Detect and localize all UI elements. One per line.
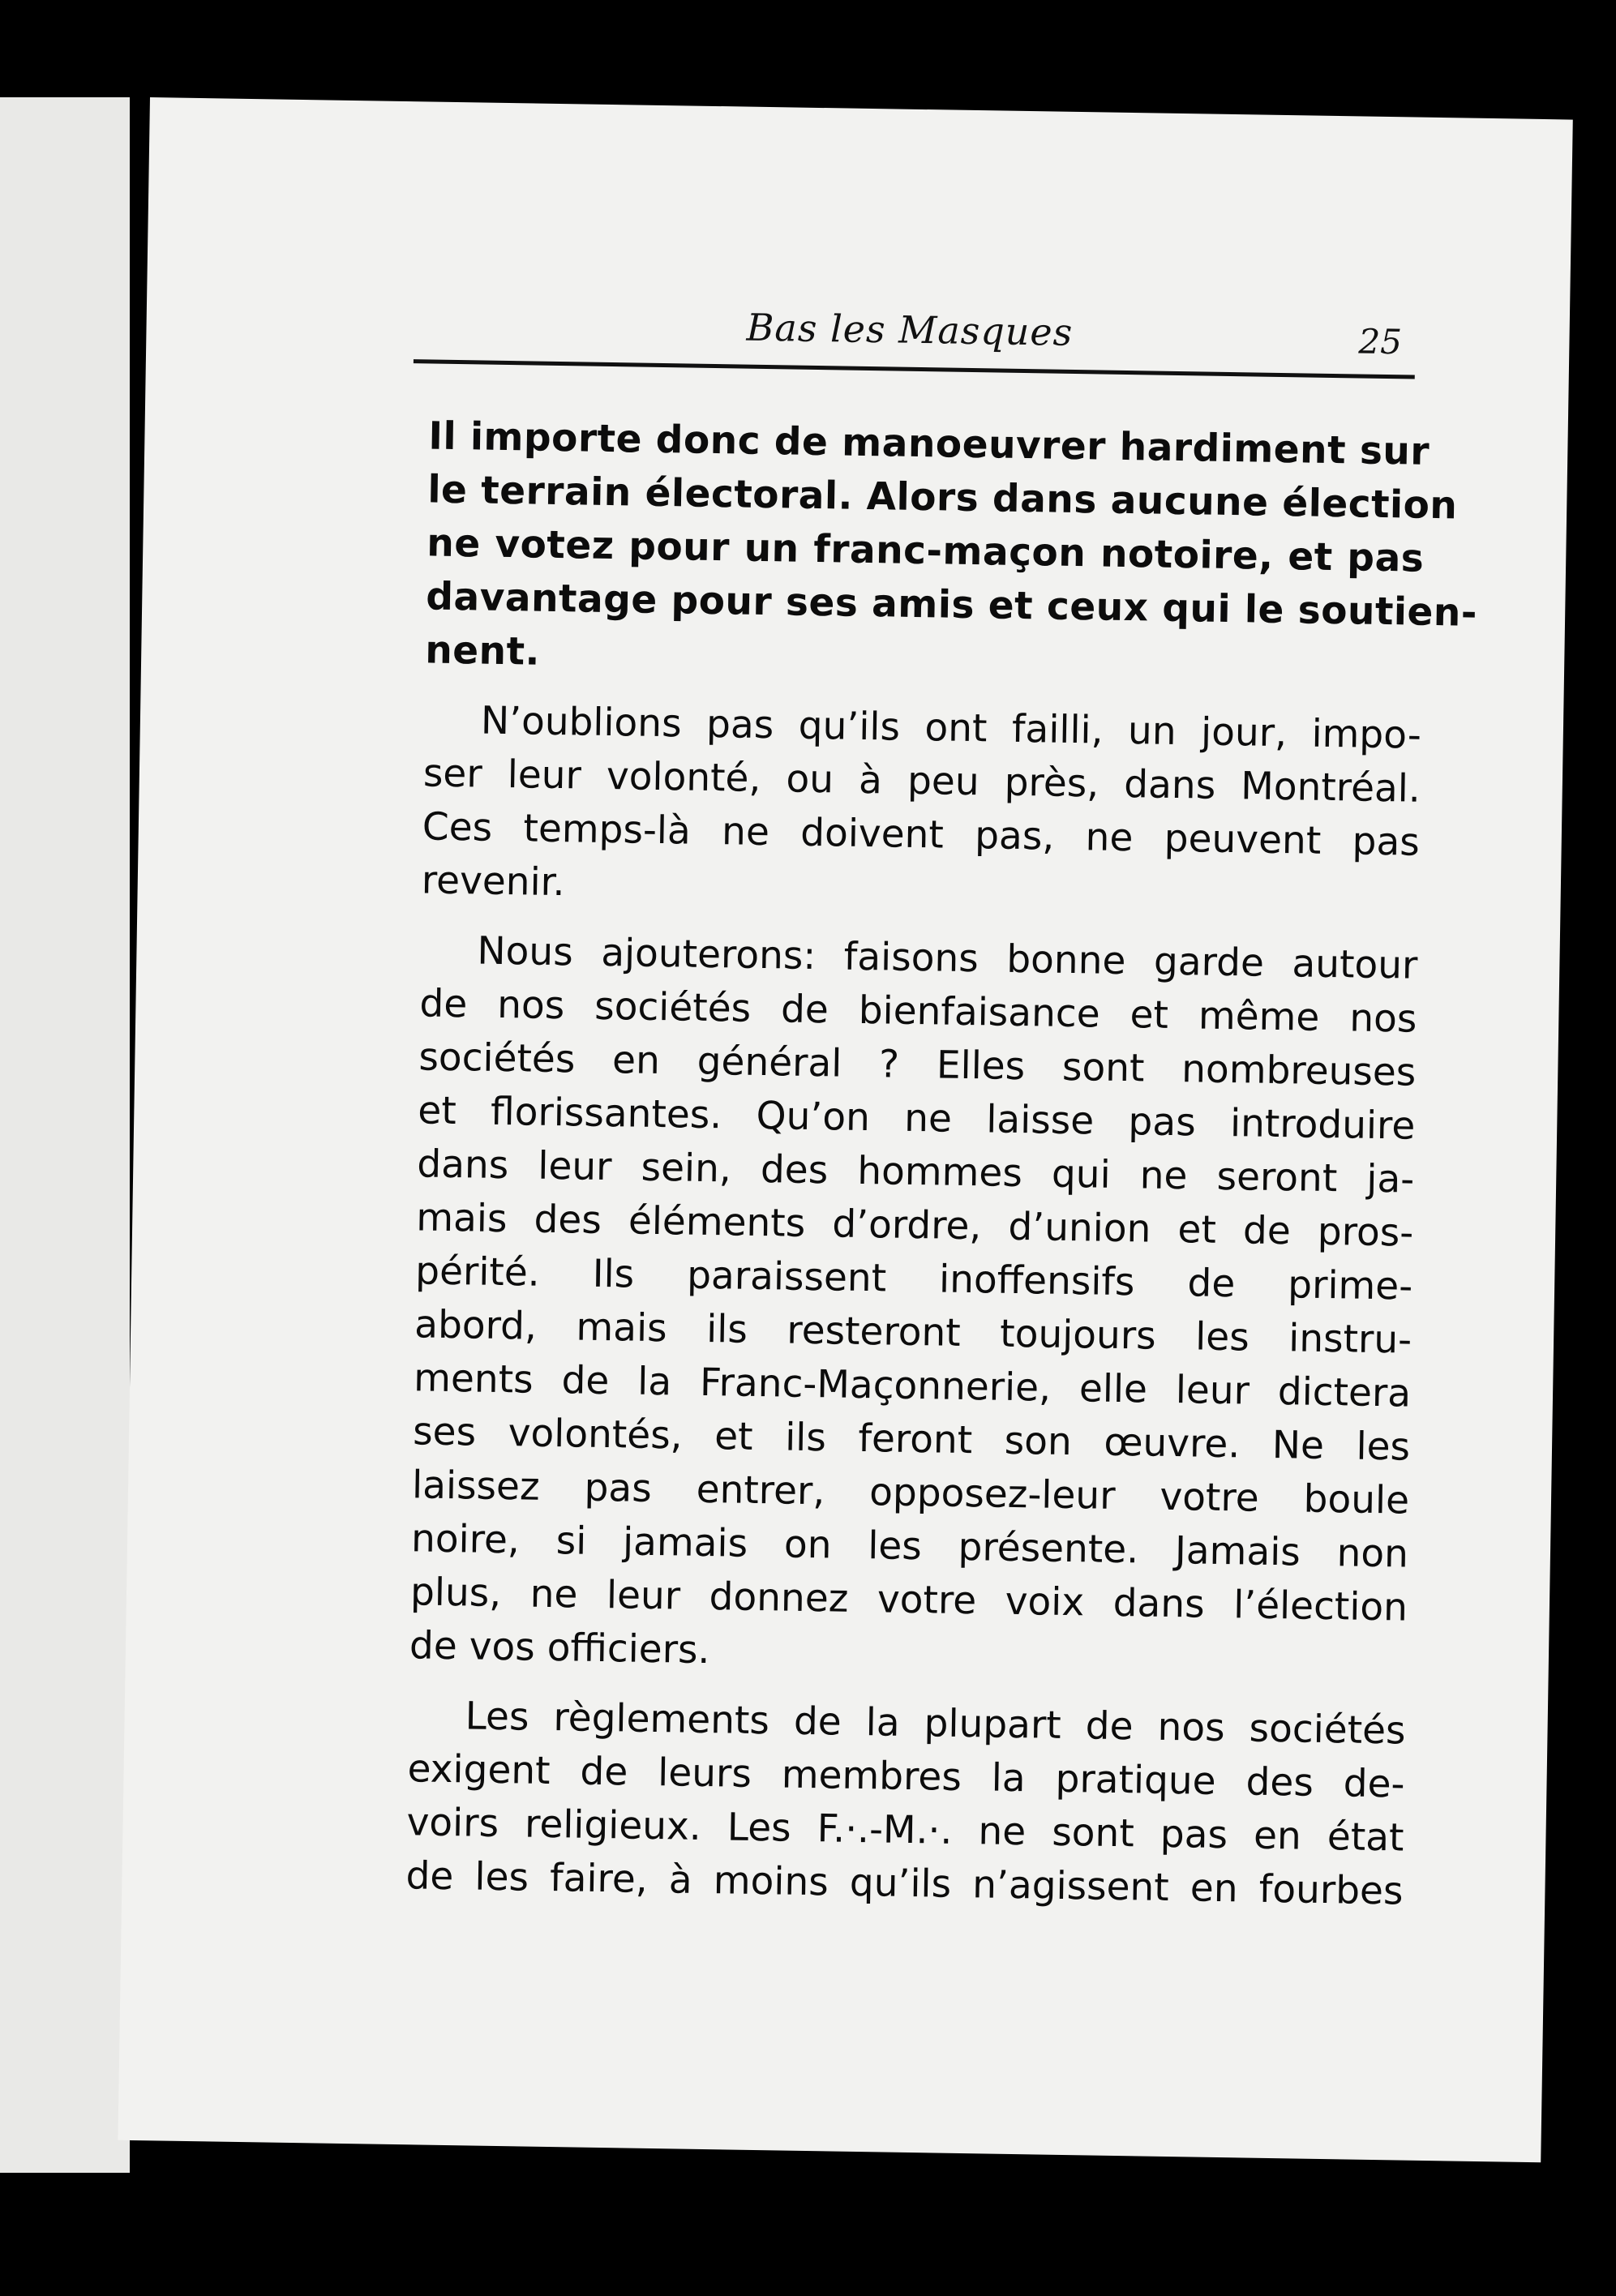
text-line: plus, ne leur donnez votre voix dans l’élection (409, 1570, 1408, 1630)
text-line: Ces temps-là ne doivent pas, ne peuvent pas (422, 804, 1421, 865)
text-line: voirs religieux. Les F.·.-M.·. ne sont pas en état (406, 1800, 1404, 1861)
text-line: exigent de leurs membres la pratique des de- (407, 1746, 1405, 1807)
text-line: le terrain électoral. Alors dans aucune élection (427, 467, 1458, 529)
text-line: de les faire, à moins qu’ils n’agissent en fourbes (405, 1853, 1404, 1914)
body-text (405, 409, 1478, 1918)
text-line: sociétés en général ? Elles sont nombreuses (418, 1034, 1417, 1095)
text-line: Les règlements de la plupart de nos sociétés (465, 1694, 1406, 1754)
book-page (118, 97, 1572, 2162)
text-line: de nos sociétés de bienfaisance et même nos (419, 981, 1417, 1042)
paragraph-2 (421, 693, 1421, 923)
text-line: de vos officiers. (409, 1623, 710, 1673)
text-line: périté. Ils paraissent inoffensifs de prime- (414, 1249, 1413, 1309)
text-line: Il importe donc de manoeuvrer hardiment sur (428, 413, 1430, 474)
page-number: 25 (1358, 321, 1403, 362)
text-line: noire, si jamais on les présente. Jamais non (410, 1516, 1409, 1577)
text-line: ser leur volonté, ou à peu près, dans Montréal. (422, 751, 1421, 812)
text-line: N’oublions pas qu’ils ont failli, un jour, impo- (480, 698, 1422, 758)
text-line: laissez pas entrer, opposez-leur votre boule (411, 1463, 1410, 1523)
text-line: ments de la Franc-Maçonnerie, elle leur dictera (413, 1356, 1412, 1416)
paragraph-1 (424, 409, 1478, 692)
text-line: ne votez pour un franc-maçon notoire, et pas (426, 520, 1425, 581)
text-line: nent. (424, 628, 541, 675)
text-line: et florissantes. Qu’on ne laisse pas introduire (417, 1088, 1416, 1149)
paragraph-4 (405, 1689, 1406, 1918)
text-line: dans leur sein, des hommes qui ne seront ja- (416, 1142, 1415, 1202)
text-line: Nous ajouterons: faisons bonne garde autour (477, 928, 1418, 988)
text-line: davantage pour ses amis et ceux qui le soutien- (425, 574, 1478, 636)
text-line: abord, mais ils resteront toujours les instru- (414, 1302, 1412, 1363)
facing-page-edge (0, 97, 130, 2173)
running-title: Bas les Masques (746, 305, 1074, 354)
paragraph-3 (409, 923, 1418, 1688)
text-line: ses volontés, et ils feront son œuvre. Ne les (412, 1409, 1411, 1470)
text-line: mais des éléments d’ordre, d’union et de pros- (415, 1195, 1414, 1256)
text-line: revenir. (421, 858, 566, 906)
